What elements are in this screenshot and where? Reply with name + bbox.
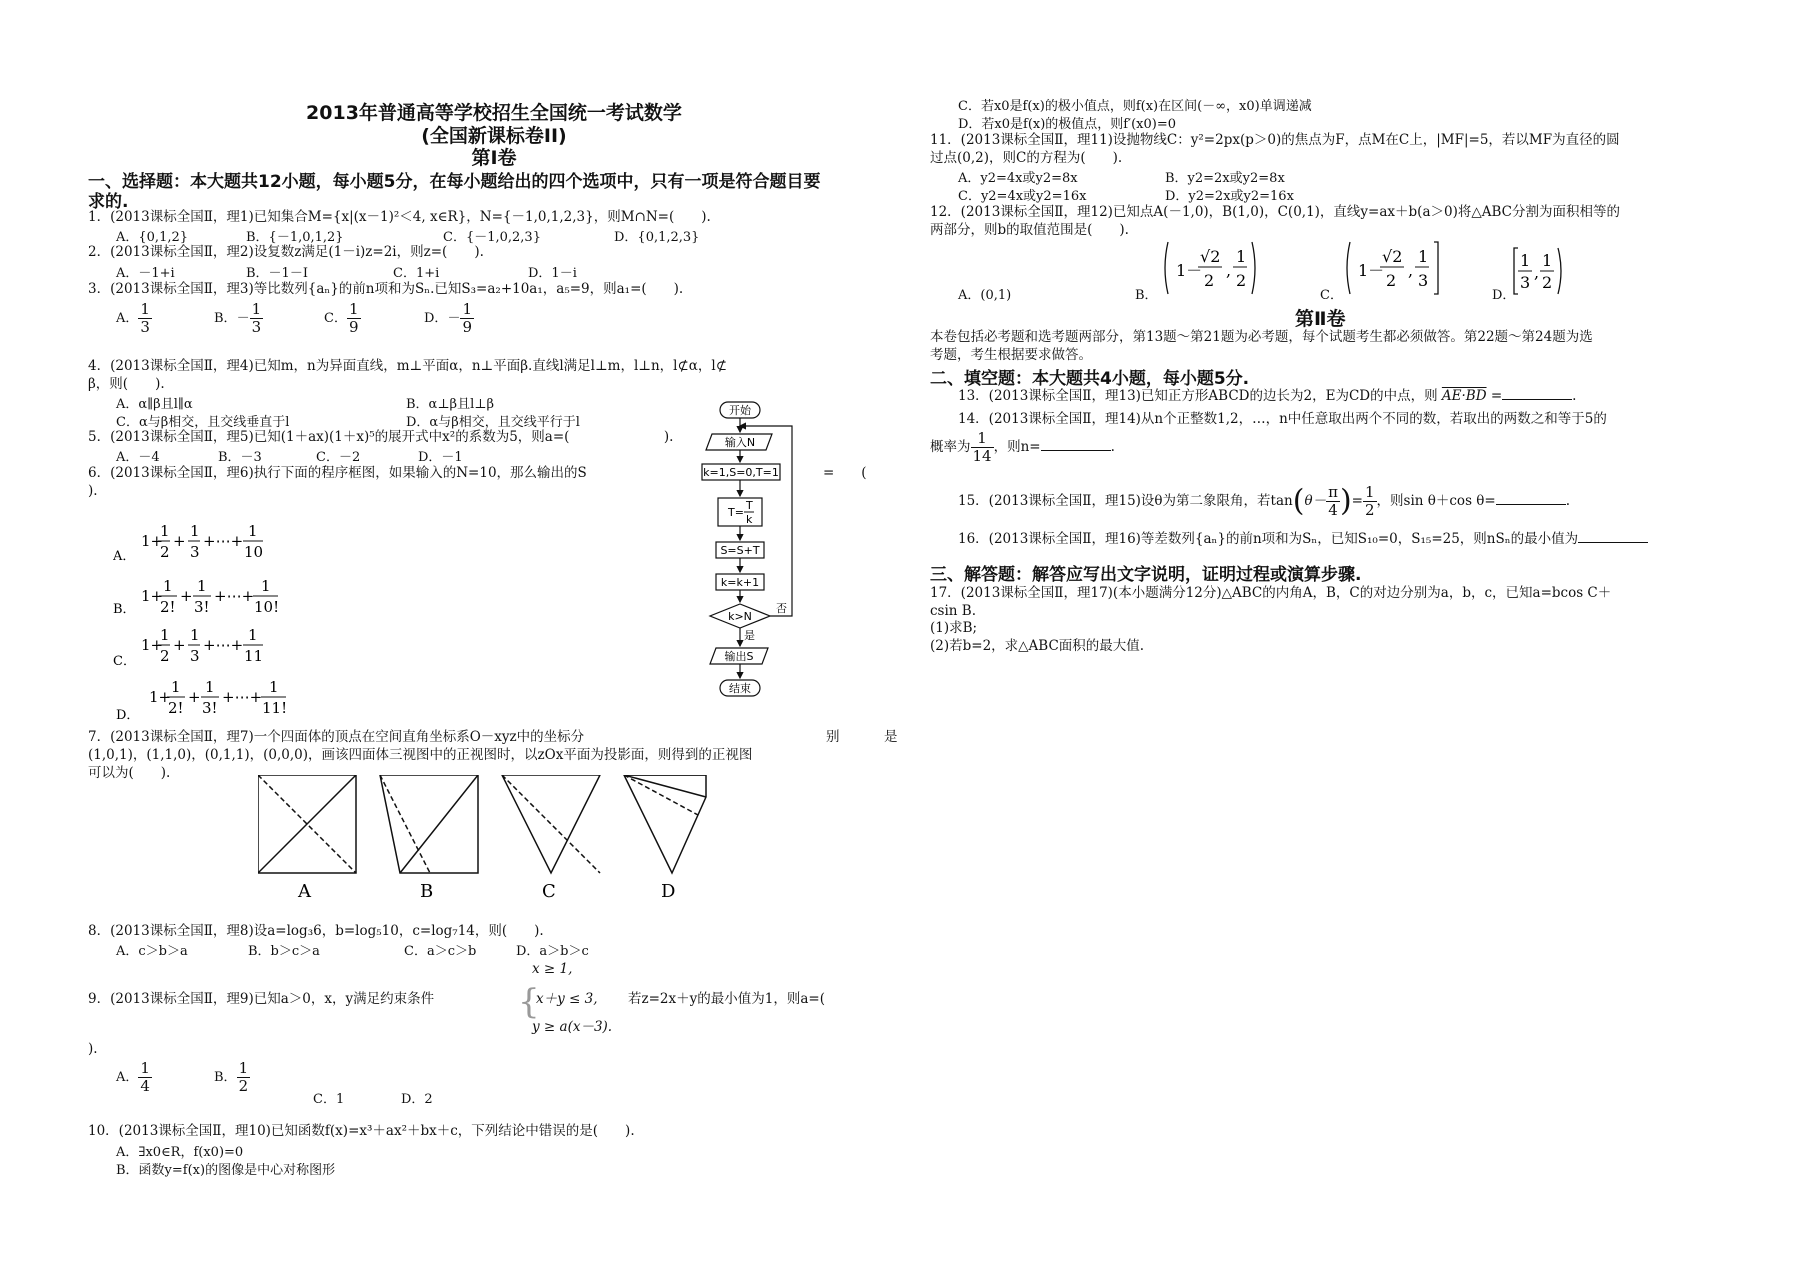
svg-text:3!: 3! <box>194 598 210 616</box>
svg-text:1: 1 <box>163 577 173 595</box>
q15-answer-blank <box>1496 492 1566 505</box>
q3-option-a: A． $\frac{1}{3}$ <box>116 300 150 336</box>
part2-title: 第Ⅱ卷 <box>1295 308 1346 330</box>
q10-option-b: B．函数y=f(x)的图像是中心对称图形 <box>116 1163 336 1178</box>
flow-s-label: S=S+T <box>720 544 760 557</box>
q12-option-c <box>1342 238 1472 298</box>
q11-option-a: A．y2=4x或y2=8x <box>958 171 1078 186</box>
question-9: 9．(2013课标全国Ⅱ，理9)已知a＞0，x，y满足约束条件 <box>88 991 435 1007</box>
q7-label-b: B <box>420 881 434 902</box>
svg-text:2!: 2! <box>160 598 176 616</box>
flow-yes-label: 是 <box>744 629 755 642</box>
svg-text:2: 2 <box>1236 271 1247 290</box>
question-14-cont: 概率为 $\frac{1}{14}$ ，则n= . <box>930 429 1115 465</box>
q11-option-c: C．y2=4x或y2=16x <box>958 189 1087 204</box>
q5-option-b: B．－3 <box>218 450 262 465</box>
question-4-cont: β，则( ). <box>88 376 165 392</box>
q7-label-a: A <box>298 881 311 902</box>
section1-heading-cont: 求的. <box>88 192 129 212</box>
q1-option-b: B．{－1,0,1,2} <box>246 230 344 245</box>
flow-end-label: 结束 <box>729 682 751 695</box>
q2-option-a: A．－1+i <box>116 266 175 281</box>
svg-text:1: 1 <box>269 678 279 696</box>
svg-text:3: 3 <box>190 543 200 561</box>
svg-text:3!: 3! <box>202 699 218 717</box>
svg-text:+: + <box>180 587 193 605</box>
svg-text:k: k <box>746 513 753 526</box>
q12-option-a: A．(0,1) <box>958 288 1012 303</box>
q11-option-b: B．y2=2x或y2=8x <box>1165 171 1285 186</box>
svg-text:3: 3 <box>1520 273 1531 292</box>
svg-text:1: 1 <box>205 678 215 696</box>
svg-text:1+: 1+ <box>141 532 164 550</box>
question-4: 4．(2013课标全国Ⅱ，理4)已知m，n为异面直线，m⊥平面α，n⊥平面β.直线l满足l⊥m，l⊥n，l⊄α，l⊄ <box>88 358 728 374</box>
svg-text:2: 2 <box>1542 273 1553 292</box>
q13-answer-blank <box>1502 387 1572 400</box>
svg-text:3: 3 <box>190 647 200 665</box>
q9-constraint-3: y ≥ a(x－3). <box>532 1019 613 1035</box>
q5-option-c: C．－2 <box>316 450 361 465</box>
svg-text:2: 2 <box>160 647 170 665</box>
svg-text:2: 2 <box>1386 271 1397 290</box>
q2-option-d: D．1－i <box>528 266 577 281</box>
section2-heading: 二、填空题：本大题共4小题，每小题5分. <box>930 369 1250 389</box>
q7-label-c: C <box>542 881 556 902</box>
svg-text:10: 10 <box>244 543 264 561</box>
flowchart <box>700 398 810 728</box>
question-16: 16．(2013课标全国Ⅱ，理16)等差数列{aₙ}的前n项和为Sₙ，已知S₁₀=0，S₁₅=25，则nSₙ的最小值为 <box>958 530 1648 548</box>
q7-diagram-a <box>258 775 356 873</box>
q9-constraint-2: x＋y ≤ 3, <box>536 991 598 1007</box>
question-12-cont: 两部分，则b的取值范围是( ). <box>930 222 1129 238</box>
flow-k-label: k=k+1 <box>720 576 760 589</box>
svg-text:+⋯+: +⋯+ <box>222 688 263 706</box>
q5-option-a: A．－4 <box>116 450 160 465</box>
q6-options-math <box>113 505 373 730</box>
svg-text:1: 1 <box>171 678 181 696</box>
q4-option-d: D．α与β相交，且交线平行于l <box>406 415 580 430</box>
flow-input-label: 输入N <box>724 436 756 449</box>
q3-option-c: C． $\frac{1}{9}$ <box>324 300 359 336</box>
question-14: 14．(2013课标全国Ⅱ，理14)从n个正整数1,2，…，n中任意取出两个不同的数，若取出的两数之和等于5的 <box>958 411 1607 427</box>
svg-text:11!: 11! <box>262 699 288 717</box>
q9-option-d: D．2 <box>401 1092 433 1107</box>
q2-option-b: B．－1－I <box>246 266 308 281</box>
q7-diagram-d <box>624 775 706 873</box>
q10-option-c: C．若x0是f(x)的极小值点，则f(x)在区间(－∞，x0)单调递减 <box>958 99 1312 114</box>
q6-option-d-label: D． <box>116 708 140 723</box>
svg-text:+: + <box>188 688 201 706</box>
question-6: 6．(2013课标全国Ⅱ，理6)执行下面的程序框图，如果输入的N=10，那么输出的S <box>88 465 587 481</box>
svg-text:+: + <box>173 636 186 654</box>
question-5: 5．(2013课标全国Ⅱ，理5)已知(1＋ax)(1＋x)⁵的展开式中x²的系数为5，则a=( ). <box>88 429 674 445</box>
svg-text:10!: 10! <box>254 598 280 616</box>
flow-condition-label: k>N <box>728 610 752 623</box>
q7-label-d: D <box>661 881 676 902</box>
page-subtitle: (全国新课标卷II) <box>421 125 567 147</box>
q10-option-a: A．∃x0∈R，f(x0)=0 <box>116 1145 244 1160</box>
q7-diagram-b <box>380 775 478 873</box>
svg-text:1: 1 <box>160 626 170 644</box>
q4-option-b: B．α⊥β且l⊥β <box>406 397 494 412</box>
flow-t-label: T= <box>728 506 744 519</box>
svg-text:1: 1 <box>248 626 258 644</box>
question-8: 8．(2013课标全国Ⅱ，理8)设a=log₃6，b=log₅10，c=log₇14，则( ). <box>88 923 544 939</box>
svg-text:2!: 2! <box>168 699 184 717</box>
question-12: 12．(2013课标全国Ⅱ，理12)已知点A(－1,0)，B(1,0)，C(0,1)，直线y=ax＋b(a＞0)将△ABC分割为面积相等的 <box>930 204 1620 220</box>
svg-text:1+: 1+ <box>141 587 164 605</box>
svg-text:,: , <box>1408 261 1414 280</box>
q4-option-c: C．α与β相交，且交线垂直于l <box>116 415 290 430</box>
q4-option-a: A．α∥β且l∥α <box>116 397 193 412</box>
question-7-bie: 别 <box>826 729 840 745</box>
svg-text:1+: 1+ <box>141 636 164 654</box>
svg-text:1: 1 <box>1418 247 1429 266</box>
question-6-cont: ). <box>88 483 98 499</box>
question-2: 2．(2013课标全国Ⅱ，理2)设复数z满足(1－i)z=2i，则z=( ). <box>88 244 484 260</box>
flow-start-label: 开始 <box>729 404 751 417</box>
svg-text:1+: 1+ <box>149 688 172 706</box>
section3-heading: 三、解答题：解答应写出文字说明，证明过程或演算步骤. <box>930 565 1362 585</box>
q3-option-b: B．－ $\frac{1}{3}$ <box>214 300 262 336</box>
q8-option-c: C．a＞c＞b <box>404 944 477 959</box>
svg-text:1: 1 <box>261 577 271 595</box>
q12-option-b-label: B． <box>1135 288 1158 303</box>
svg-text:,: , <box>1534 263 1540 282</box>
q10-option-d: D．若x0是f(x)的极值点，则f′(x0)=0 <box>958 117 1176 132</box>
svg-text:+: + <box>173 532 186 550</box>
question-6-eq: = ( <box>823 465 867 481</box>
question-1: 1．(2013课标全国Ⅱ，理1)已知集合M={x|(x－1)²＜4, x∈R}，N={－1,0,1,2,3}，则M∩N=( ). <box>88 209 711 225</box>
question-17-part1: (1)求B; <box>930 620 978 636</box>
question-17: 17．(2013课标全国Ⅱ，理17)(本小题满分12分)△ABC的内角A，B，C的对边分别为a，b，c，已知a=bcos C＋ <box>930 585 1612 601</box>
q9-option-a: A． $\frac{1}{4}$ <box>116 1059 150 1095</box>
svg-text:1－: 1－ <box>1358 261 1385 280</box>
question-17-cont: csin B. <box>930 603 977 619</box>
svg-text:1: 1 <box>1236 247 1247 266</box>
svg-text:1: 1 <box>248 522 258 540</box>
page-title: 2013年普通高等学校招生全国统一考试数学 <box>306 102 682 124</box>
svg-text:1: 1 <box>1542 251 1553 270</box>
q6-option-a-label: A． <box>113 549 136 564</box>
svg-text:1: 1 <box>160 522 170 540</box>
q2-option-c: C．1+i <box>393 266 440 281</box>
svg-text:√2: √2 <box>1382 247 1403 266</box>
q14-answer-blank <box>1041 438 1111 451</box>
svg-text:1－: 1－ <box>1176 261 1203 280</box>
q7-diagram-c <box>502 775 600 873</box>
question-11: 11．(2013课标全国Ⅱ，理11)设抛物线C：y²=2px(p＞0)的焦点为F，点M在C上，|MF|=5，若以MF为直径的圆 <box>930 132 1620 148</box>
question-7-cont2: 可以为( ). <box>88 765 171 781</box>
section1-heading: 一、选择题：本大题共12小题，每小题5分，在每小题给出的四个选项中，只有一项是符合题目要 <box>88 172 821 192</box>
svg-text:,: , <box>1226 261 1232 280</box>
q12-option-d-label: D． <box>1492 288 1516 303</box>
svg-text:1: 1 <box>190 626 200 644</box>
flow-no-label: 否 <box>776 602 787 615</box>
flow-init-label: k=1,S=0,T=1 <box>703 466 779 479</box>
flow-output-label: 输出S <box>724 650 754 663</box>
svg-text:11: 11 <box>244 647 264 665</box>
question-13: 13．(2013课标全国Ⅱ，理13)已知正方形ABCD的边长为2，E为CD的中点，则 AE·BD = . <box>958 388 1577 404</box>
q8-option-d: D．a＞b＞c <box>516 944 589 959</box>
part1-title: 第Ⅰ卷 <box>471 147 517 169</box>
q3-option-d: D．－ $\frac{1}{9}$ <box>424 300 472 336</box>
question-9-cont: 若z=2x＋y的最小值为1，则a=( <box>628 991 825 1007</box>
q1-option-d: D．{0,1,2,3} <box>614 230 700 245</box>
svg-text:+⋯+: +⋯+ <box>214 587 255 605</box>
q5-option-d: D．－1 <box>418 450 463 465</box>
question-7-cont: (1,0,1)，(1,1,0)，(0,1,1)，(0,0,0)，画该四面体三视图中的正视图时，以zOx平面为投影面，则得到的正视图 <box>88 747 753 763</box>
q1-option-c: C．{－1,0,2,3} <box>443 230 541 245</box>
q8-option-a: A．c＞b＞a <box>116 944 188 959</box>
question-15: 15．(2013课标全国Ⅱ，理15)设θ为第二象限角，若tan(θ－ $\frac{\pi}{4}$ )= $\frac{1}{2}$ ，则sin θ＋cos θ= . <box>958 483 1571 519</box>
question-9-end: ). <box>88 1041 98 1057</box>
question-11-cont: 过点(0,2)，则C的方程为( ). <box>930 150 1123 166</box>
question-3: 3．(2013课标全国Ⅱ，理3)等比数列{aₙ}的前n项和为Sₙ.已知S₃=a₂+10a₁，a₅=9，则a₁=( ). <box>88 281 684 297</box>
q11-option-d: D．y2=2x或y2=16x <box>1165 189 1294 204</box>
question-17-part2: (2)若b=2，求△ABC面积的最大值. <box>930 638 1145 654</box>
svg-text:+⋯+: +⋯+ <box>203 636 244 654</box>
q9-brace: { <box>518 982 540 1022</box>
question-7-shi: 是 <box>884 729 898 745</box>
svg-text:T: T <box>746 499 753 512</box>
svg-text:√2: √2 <box>1200 247 1221 266</box>
svg-text:1: 1 <box>190 522 200 540</box>
svg-text:3: 3 <box>1418 271 1429 290</box>
svg-text:2: 2 <box>160 543 170 561</box>
svg-text:1: 1 <box>197 577 207 595</box>
q6-option-c-label: C． <box>113 654 136 669</box>
svg-text:+⋯+: +⋯+ <box>203 532 244 550</box>
q7-view-diagrams <box>258 775 838 905</box>
q13-vector: AE·BD <box>1441 388 1487 404</box>
part2-desc-cont: 考题，考生根据要求做答。 <box>930 347 1092 363</box>
q12-option-d <box>1510 246 1580 298</box>
question-10: 10．(2013课标全国Ⅱ，理10)已知函数f(x)=x³＋ax²＋bx＋c，下列结论中错误的是( ). <box>88 1123 635 1139</box>
q9-option-b: B． $\frac{1}{2}$ <box>214 1059 249 1095</box>
q16-answer-blank <box>1578 530 1648 543</box>
q6-option-b-label: B． <box>113 602 136 617</box>
q1-option-a: A．{0,1,2} <box>116 230 189 245</box>
q9-option-c: C．1 <box>313 1092 345 1107</box>
part2-desc: 本卷包括必考题和选考题两部分，第13题～第21题为必考题，每个试题考生都必须做答。第22题～第24题为选 <box>930 329 1593 345</box>
svg-text:2: 2 <box>1204 271 1215 290</box>
q8-option-b: B．b＞c＞a <box>248 944 320 959</box>
svg-text:1: 1 <box>1520 251 1531 270</box>
q12-option-b <box>1160 238 1290 298</box>
q9-constraint-1: x ≥ 1, <box>532 961 573 977</box>
question-7: 7．(2013课标全国Ⅱ，理7)一个四面体的顶点在空间直角坐标系O－xyz中的坐标分 <box>88 729 585 745</box>
q12-option-c-label: C． <box>1320 288 1343 303</box>
